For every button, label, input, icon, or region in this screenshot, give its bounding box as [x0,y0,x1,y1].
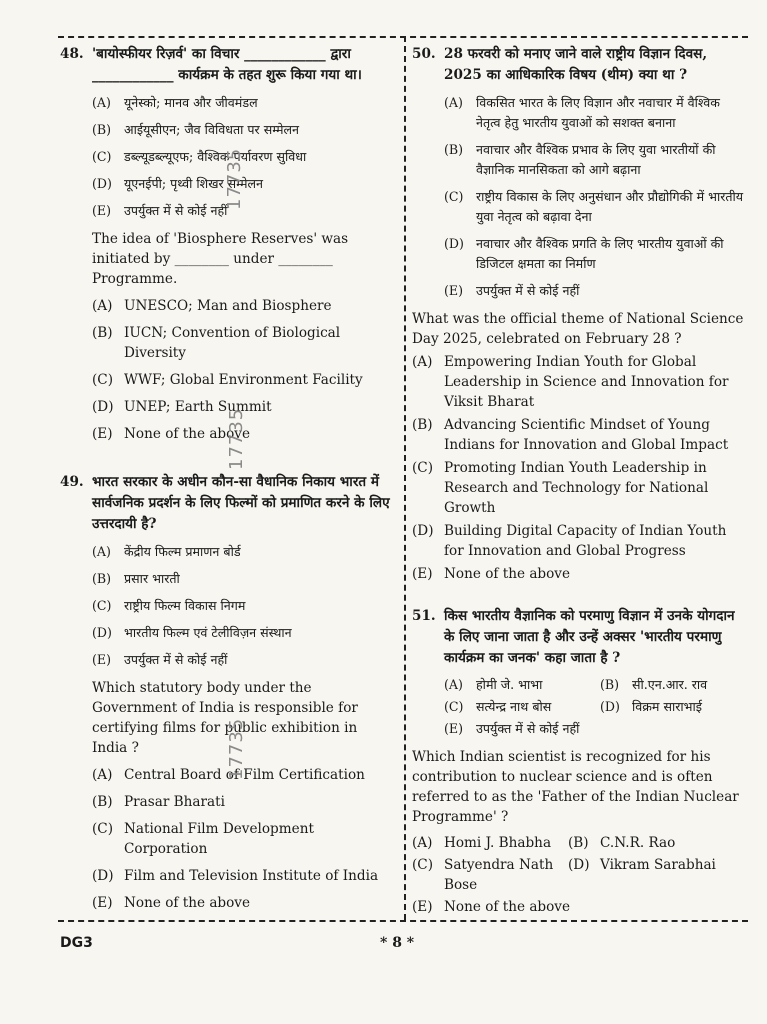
option-e[interactable]: (E) उपर्युक्त में से कोई नहीं [444,283,580,298]
question-number: 48. [60,46,84,62]
question-51 [412,606,748,917]
paper-code: DG3 [60,935,93,951]
option-d[interactable]: (D) UNEP; Earth Summit [92,399,272,415]
question-51-english-text: Which Indian scientist is recognized for his contribution to nuclear science and is often referred to as the 'Father of the Indian Nuclear Programme' ? [412,749,739,825]
option-b[interactable]: (B) आईयूसीएन; जैव विविधता पर सम्मेलन [92,122,300,137]
question-number: 50. [412,46,436,62]
bottom-dashed-rule [58,920,748,922]
question-number: 49. [60,474,84,490]
question-50-hindi-options [444,93,748,301]
option-a[interactable]: (A) Homi J. Bhabha [412,835,552,851]
option-e[interactable]: (E) None of the above [412,899,571,915]
question-50-hindi-text: 28 फरवरी को मनाए जाने वाले राष्ट्रीय विज्ञान दिवस, 2025 का आधिकारिक विषय (थीम) क्या था ? [444,46,708,83]
question-number: 51. [412,608,436,624]
option-b[interactable]: (B) प्रसार भारती [92,571,180,586]
option-b[interactable]: (B) C.N.R. Rao [568,835,676,851]
watermark-number: 17735 [224,147,245,210]
question-49-hindi-options [92,542,395,670]
option-d[interactable]: (D) भारतीय फिल्म एवं टेलीविज़न संस्थान [92,625,292,640]
question-51-english-options [412,831,748,917]
option-a[interactable]: (A) Central Board of Film Certification [92,767,365,783]
option-e[interactable]: (E) None of the above [92,426,251,442]
option-b[interactable]: (B) सी.एन.आर. राव [600,677,708,692]
option-c[interactable]: (C) Satyendra Nath Bose [412,857,554,893]
option-c[interactable]: (C) डब्ल्यूडब्ल्यूएफ; वैश्विक पर्यावरण सुविधा [92,149,307,164]
option-b[interactable]: (B) IUCN; Convention of Biological Diversity [92,325,341,361]
option-a[interactable]: (A) Empowering Indian Youth for Global Leadership in Science and Innovation for Viksit Bharat [412,354,729,410]
option-b[interactable]: (B) नवाचार और वैश्विक प्रभाव के लिए युवा भारतीयों की वैज्ञानिक मानसिकता को आगे बढ़ाना [444,142,716,177]
option-c[interactable]: (C) National Film Development Corporation [92,821,314,857]
option-a[interactable]: (A) UNESCO; Man and Biosphere [92,298,332,314]
question-49-english-options [92,765,395,913]
question-49-hindi-text: भारत सरकार के अधीन कौन-सा वैधानिक निकाय भारत में सार्वजनिक प्रदर्शन के लिए फिल्मों को प्रमाणित करने के लिए उत्तरदायी है? [92,474,390,532]
question-50-english-text: What was the official theme of National Science Day 2025, celebrated on February 28 ? [412,311,744,347]
option-d[interactable]: (D) Building Digital Capacity of Indian Youth for Innovation and Global Progress [412,523,727,559]
option-a[interactable]: (A) होमी जे. भाभा [444,677,543,692]
question-50-english-options [412,352,748,584]
top-dashed-rule [58,36,748,38]
option-c[interactable]: (C) राष्ट्रीय फिल्म विकास निगम [92,598,246,613]
option-e[interactable]: (E) उपर्युक्त में से कोई नहीं [444,721,580,736]
question-48 [60,44,395,444]
option-d[interactable]: (D) Film and Television Institute of India [92,868,379,884]
option-e[interactable]: (E) उपर्युक्त में से कोई नहीं [92,203,228,218]
watermark-number: 17735 [226,717,247,780]
question-50 [412,44,748,584]
column-divider [404,36,406,920]
question-49-header [60,472,395,535]
question-50-header [412,44,748,86]
option-b[interactable]: (B) Advancing Scientific Mindset of Young Indians for Innovation and Global Impact [412,417,729,453]
question-48-header [60,44,395,86]
question-51-header [412,606,748,669]
option-e[interactable]: (E) उपर्युक्त में से कोई नहीं [92,652,228,667]
option-d[interactable]: (D) यूएनईपी; पृथ्वी शिखर सम्मेलन [92,176,264,191]
option-c[interactable]: (C) WWF; Global Environment Facility [92,372,363,388]
option-a[interactable]: (A) केंद्रीय फिल्म प्रमाणन बोर्ड [92,544,241,559]
question-49 [60,472,395,913]
option-a[interactable]: (A) विकसित भारत के लिए विज्ञान और नवाचार में वैश्विक नेतृत्व हेतु भारतीय युवाओं को सशक्त बनाना [444,95,720,130]
question-51-hindi-text: किस भारतीय वैज्ञानिक को परमाणु विज्ञान में उनके योगदान के लिए जाना जाता है और उन्हें अक्सर 'भारतीय परमाणु कार्यक्रम का जनक' कहा जाता है ? [444,608,735,666]
question-48-hindi-text: 'बायोस्फीयर रिज़र्व' का विचार ____________ द्वारा ____________ कार्यक्रम के तहत शुरू किया गया था। [92,46,362,83]
question-51-hindi-options [444,673,748,739]
option-a[interactable]: (A) यूनेस्को; मानव और जीवमंडल [92,95,258,110]
page-number: * 8 * [380,935,415,951]
option-d[interactable]: (D) नवाचार और वैश्विक प्रगति के लिए भारतीय युवाओं की डिजिटल क्षमता का निर्माण [444,236,724,271]
option-c[interactable]: (C) सत्येन्द्र नाथ बोस [444,699,552,714]
question-49-english-text: Which statutory body under the Government of India is responsible for certifying films for public exhibition in India ? [92,680,358,756]
question-48-english-text: The idea of 'Biosphere Reserves' was initiated by ________ under ________ Programme. [92,231,349,287]
option-c[interactable]: (C) Promoting Indian Youth Leadership in Research and Technology for National Growth [412,460,709,516]
option-d[interactable]: (D) Vikram Sarabhai [568,857,716,873]
option-d[interactable]: (D) विक्रम साराभाई [600,699,702,714]
option-b[interactable]: (B) Prasar Bharati [92,794,225,810]
watermark-number: 17735 [226,407,247,470]
option-e[interactable]: (E) None of the above [92,895,251,911]
option-c[interactable]: (C) राष्ट्रीय विकास के लिए अनुसंधान और प्रौद्योगिकी में भारतीय युवा नेतृत्व को बढ़ावा देना [444,189,744,224]
option-e[interactable]: (E) None of the above [412,566,571,582]
